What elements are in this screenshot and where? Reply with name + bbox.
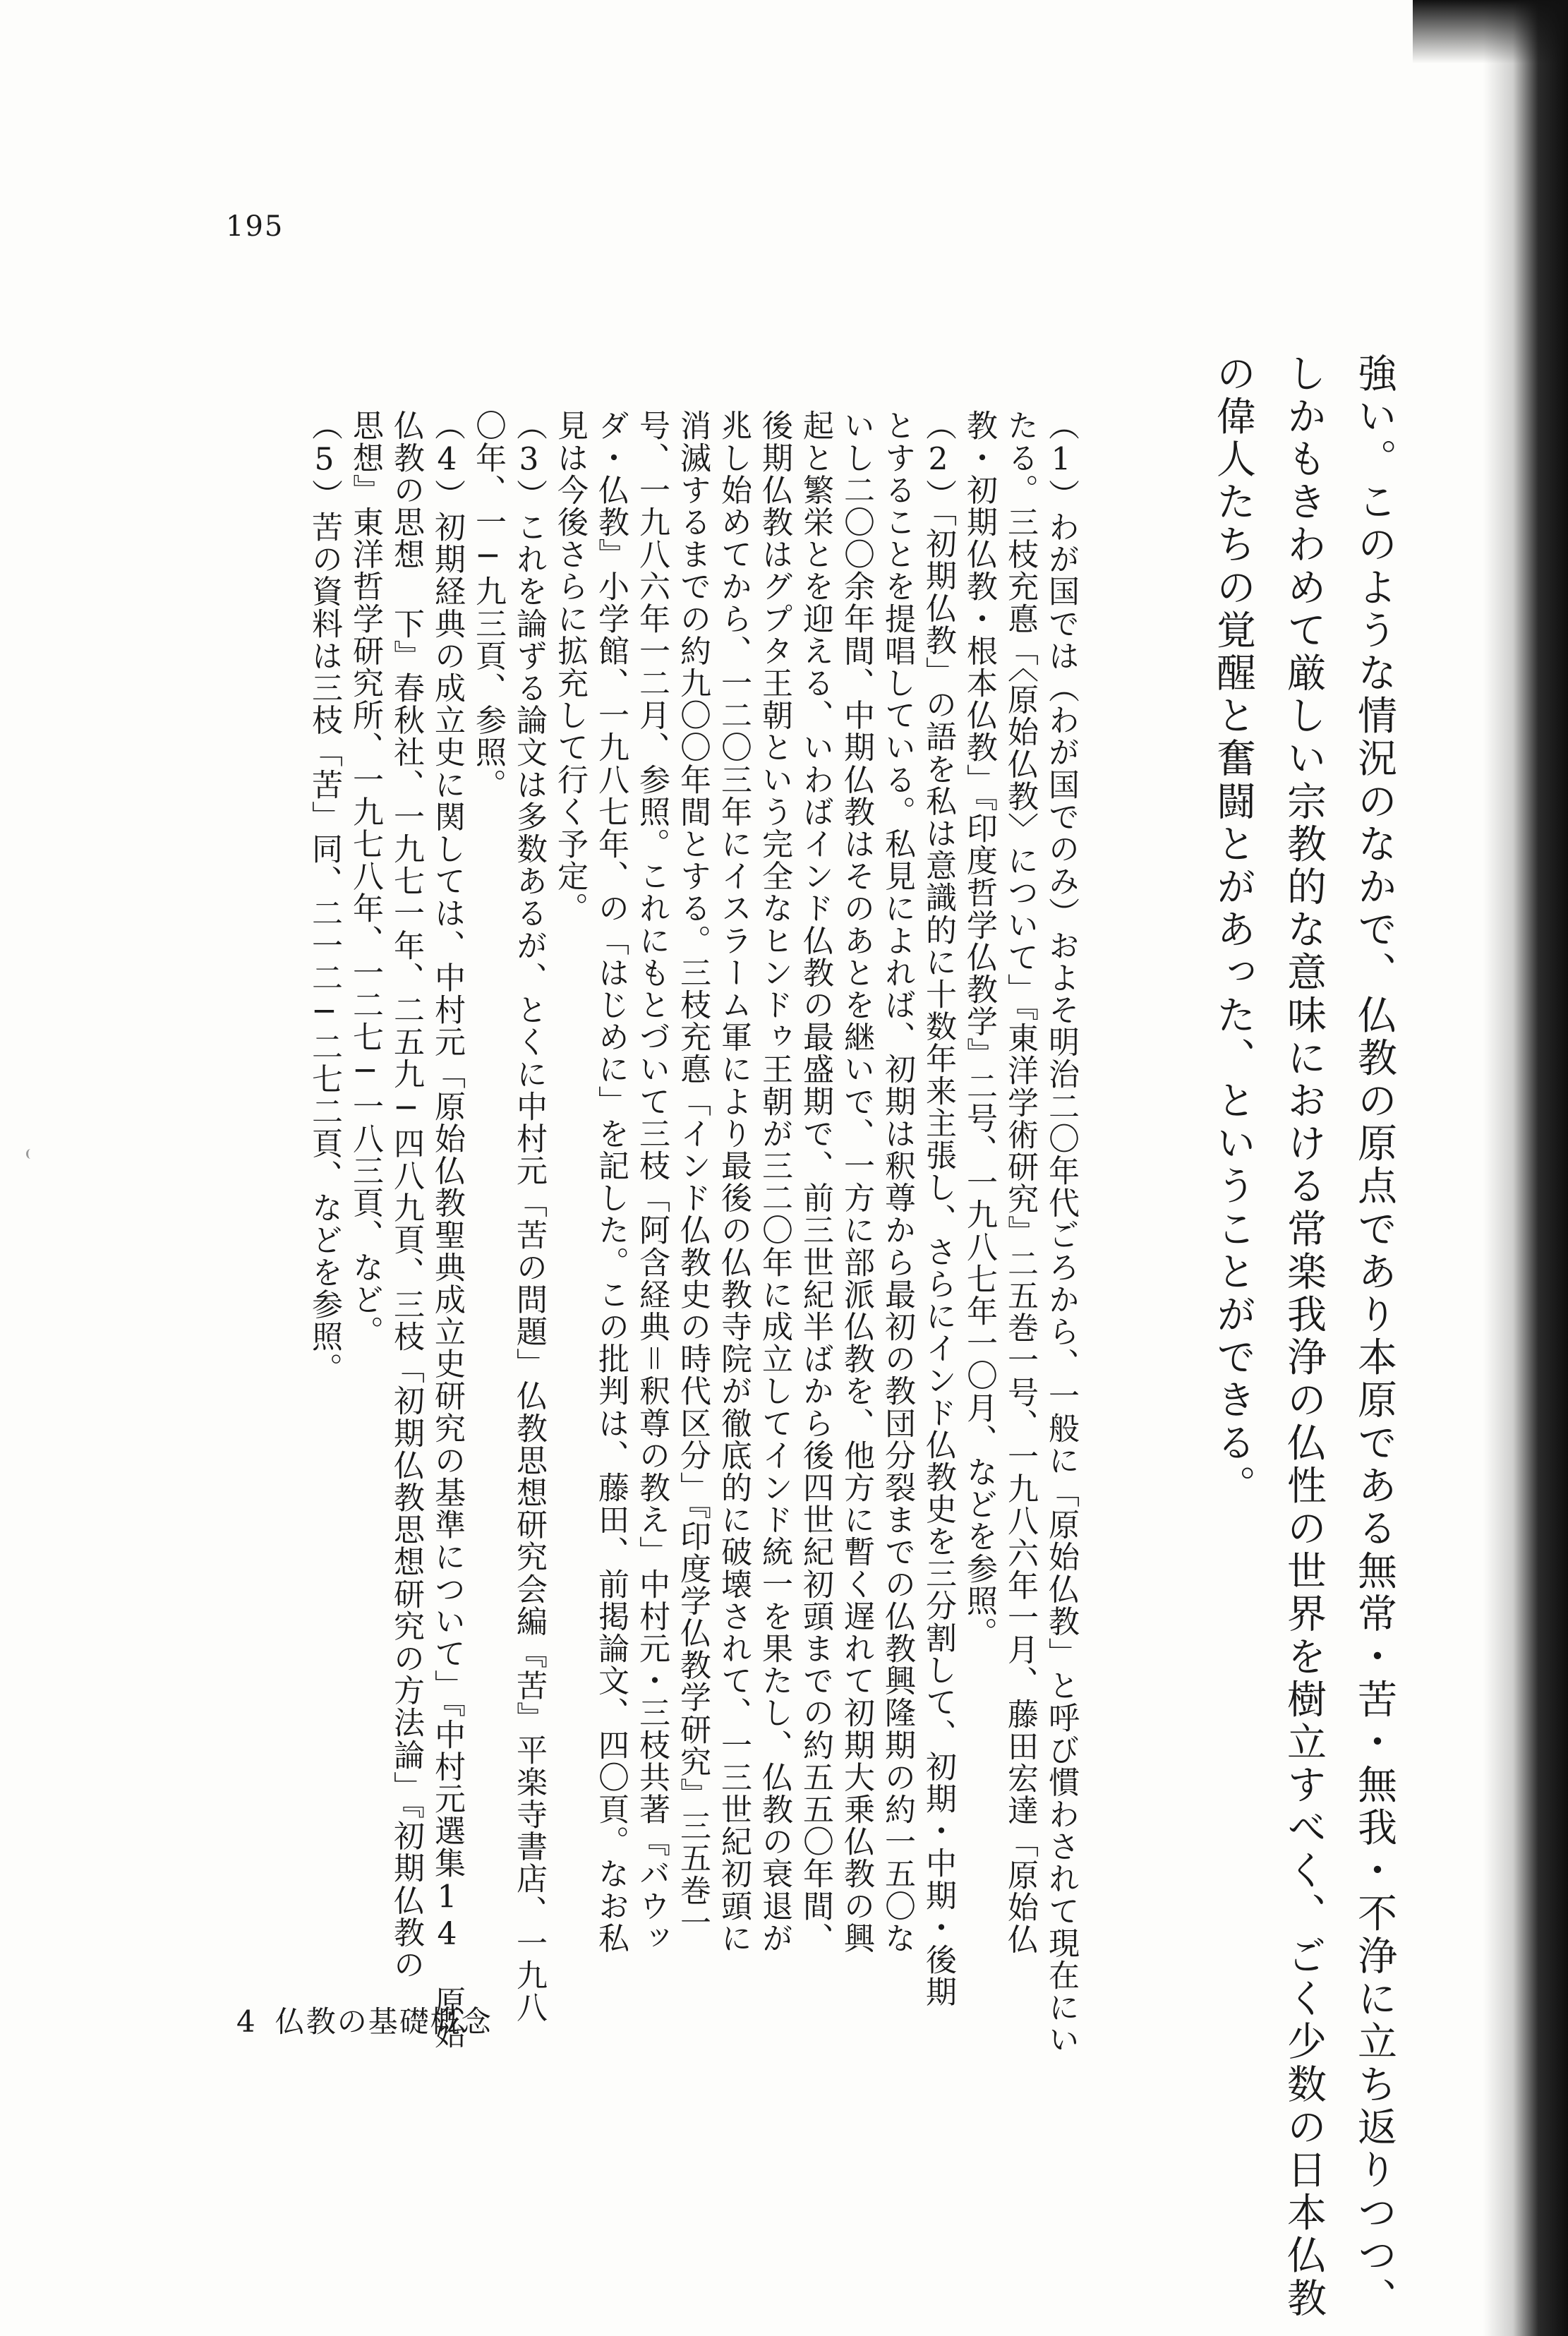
scanned-corner-shadow [1413, 0, 1568, 64]
scan-speck [26, 1149, 35, 1159]
footnote-line: 号、一九八六年一二月、参照。これにもとづいて三枝「阿含経典＝釈尊の教え」中村元・三枝共著『バウッ [634, 409, 670, 1954]
footnote-line: 起と繁栄とを迎える、いわばインド仏教の最盛期で、前三世紀半ばから後四世紀初頭までの約五五〇年間、 [797, 409, 833, 1954]
footnote-line: 教・初期仏教・根本仏教」『印度哲学仏教学』二号、一九八七年一〇月、などを参照。 [961, 409, 997, 1649]
chapter-title: 仏教の基礎概念 [275, 2004, 493, 2039]
footnote-line: 仏教の思想 下』春秋社、一九七一年、二五九─四八九頁、三枝「初期仏教思想研究の方法論」『初期仏教の [388, 409, 424, 1981]
footnotes-block [303, 409, 1081, 2056]
page-number: 195 [226, 210, 284, 243]
footnote-line: とすることを提唱している。私見によれば、初期は釈尊から最初の教団分裂までの仏教興隆期の約一五〇な [879, 409, 915, 1954]
footnote-line: 思想』東洋哲学研究所、一九七八年、一二七─一八三頁、など。 [347, 409, 383, 1348]
footnote-line: ダ・仏教』小学館、一九八七年、の「はじめに」を記した。この批判は、藤田、前掲論文、四〇頁。なお私 [593, 409, 629, 1954]
footnote-line: （1）わが国では（わが国でのみ）およそ明治二〇年代ごろから、一般に「原始仏教」と呼び慣わされて現在にい [1043, 409, 1079, 2056]
body-line: 強い。このような情況のなかで、仏教の原点であり本原である無常・苦・無我・不浄に立ち返りつつ、 [1351, 353, 1397, 2320]
body-line: の偉人たちの覚醒と奮闘とがあった、ということができる。 [1210, 353, 1256, 1508]
footnote-line: 〇年、一─九三頁、参照。 [470, 409, 506, 801]
footnote-line: 兆し始めてから、一二〇三年にイスラーム軍により最後の仏教寺院が徹底的に破壊されて、一三世紀初頭に [716, 409, 752, 1954]
footnote-line: たる。三枝充悳「〈原始仏教〉について」『東洋学術研究』二五巻一号、一九八六年一月、藤田宏達「原始仏 [1002, 409, 1038, 1956]
footnote-line: （3）これを論ずる論文は多数あるが、とくに中村元「苦の問題」仏教思想研究会編『苦』平楽寺書店、一九八 [511, 409, 547, 2023]
chapter-number: 4 [236, 2004, 257, 2039]
footnote-line: （5）苦の資料は三枝「苦」同、二一二─二七二頁、などを参照。 [306, 409, 342, 1385]
scanned-page-edge [1483, 0, 1568, 2336]
footnote-line: 後期仏教はグプタ王朝という完全なヒンドゥ王朝が三二〇年に成立してインド統一を果たし、仏教の衰退が [756, 409, 792, 1954]
footnote-line: 消滅するまでの約九〇〇年間とする。三枝充悳「インド仏教史の時代区分」『印度学仏教学研究』三五巻一 [675, 409, 711, 1939]
running-footer [236, 1999, 511, 2041]
main-text-block [1198, 353, 1409, 2320]
footnote-line: （4）初期経典の成立史に関しては、中村元「原始仏教聖典成立史研究の基準について」『中村元選集14 原始 [429, 409, 465, 2050]
footnote-line: （2）「初期仏教」の語を私は意識的に十数年来主張し、さらにインド仏教史を三分割して、初期・中期・後期 [920, 409, 956, 2008]
footnote-line: いし二〇〇余年間、中期仏教はそのあとを継いで、一方に部派仏教を、他方に暫く遅れて初期大乗仏教の興 [838, 409, 874, 1954]
footnote-line: 見は今後さらに拡充して行く予定。 [552, 409, 588, 925]
body-line: しかもきわめて厳しい宗教的な意味における常楽我浄の仏性の世界を樹立すべく、ごく少数の日本仏教 [1281, 353, 1327, 2320]
